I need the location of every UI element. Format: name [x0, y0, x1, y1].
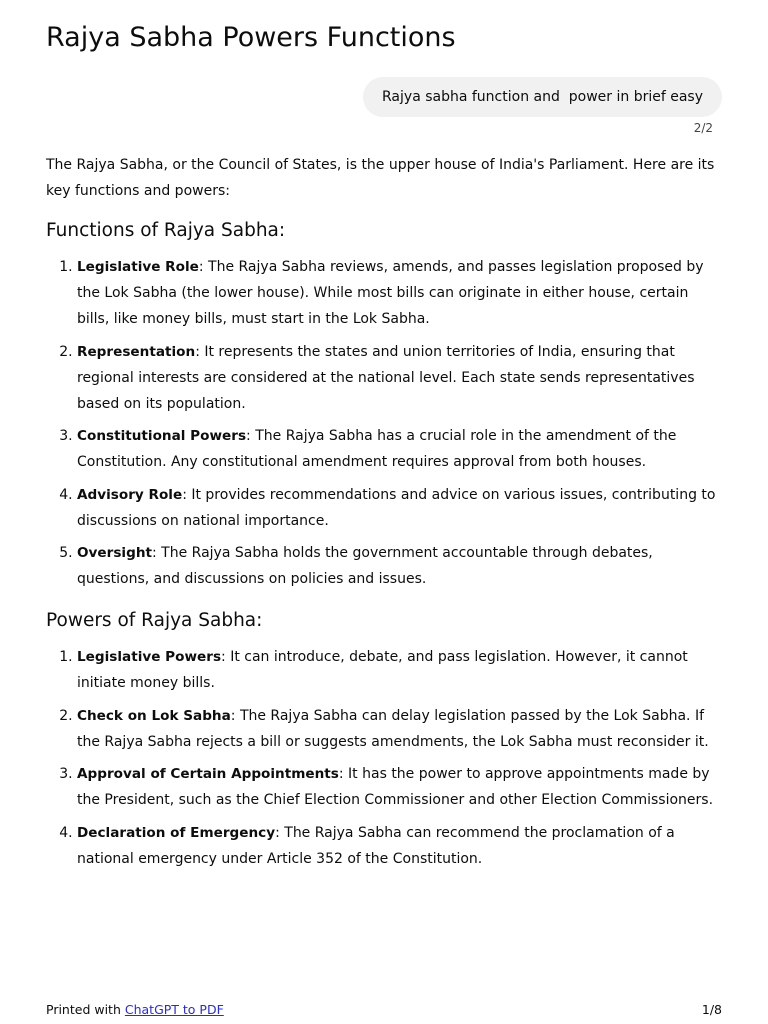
point-text: : The Rajya Sabha holds the government accountable through debates, questions, and discussions on policies and issues.: [77, 545, 653, 587]
list-item: [77, 254, 722, 332]
point-text: : The Rajya Sabha can recommend the proclamation of a national emergency under Article 352 of the Constitution.: [77, 824, 675, 867]
point-term: Check on Lok Sabha: [77, 707, 231, 724]
point-term: Approval of Certain Appointments: [77, 766, 339, 782]
point-term: Legislative Powers: [77, 649, 222, 665]
point-text: : It has the power to approve appointments made by the President, such as the Chief Election Commissioner and other Election Commissioners.: [77, 766, 714, 808]
point-text: : It provides recommendations and advice on various issues, contributing to discussions on national importance.: [77, 486, 716, 529]
footer-printed-with: [46, 1001, 224, 1019]
point-term: Oversight: [77, 545, 152, 561]
functions-list: [46, 254, 722, 592]
point-term: Declaration of Emergency: [77, 824, 276, 841]
point-term: Legislative Role: [77, 259, 199, 275]
list-item: [77, 644, 722, 696]
page-number: 1/8: [701, 1002, 722, 1017]
list-item: [77, 761, 722, 813]
powers-list: [46, 644, 722, 872]
page-title: Rajya Sabha Powers Functions: [46, 22, 456, 53]
section-heading-powers: Powers of Rajya Sabha:: [46, 610, 263, 631]
list-item: [77, 482, 722, 534]
list-item: [77, 703, 722, 755]
footer-printed-label: Printed with: [46, 1002, 125, 1017]
chatgpt-to-pdf-link[interactable]: ChatGPT to PDF: [124, 1002, 224, 1017]
point-text: : It represents the states and union territories of India, ensuring that regional interests are considered at the national level. Each state sends representatives based on its population.: [77, 343, 695, 412]
assistant-answer: [46, 152, 722, 886]
point-text: : The Rajya Sabha reviews, amends, and passes legislation proposed by the Lok Sabha (the lower house). While most bills can originate in either house, certain bills, like money bills, must start in the Lok Sabha.: [77, 259, 704, 327]
point-text: : The Rajya Sabha has a crucial role in the amendment of the Constitution. Any constitutional amendment requires approval from both houses.: [77, 428, 677, 470]
point-term: Constitutional Powers: [77, 428, 247, 444]
point-term: Representation: [77, 343, 196, 360]
point-term: Advisory Role: [77, 486, 183, 503]
list-item: [77, 423, 722, 475]
list-item: [77, 540, 722, 592]
point-text: : The Rajya Sabha can delay legislation passed by the Lok Sabha. If the Rajya Sabha rejects a bill or suggests amendments, the Lok Sabha must reconsider it.: [77, 707, 709, 750]
section-heading-functions: Functions of Rajya Sabha:: [46, 220, 286, 241]
point-text: : It can introduce, debate, and pass legislation. However, it cannot initiate money bills.: [77, 649, 688, 691]
answer-intro: The Rajya Sabha, or the Council of States, is the upper house of India's Parliament. Here are its key functions and powers:: [46, 157, 715, 199]
list-item: [77, 339, 722, 417]
user-message-bubble: Rajya sabha function and power in brief easy: [363, 77, 722, 117]
list-item: [77, 820, 722, 872]
response-version-counter[interactable]: 2/2: [693, 121, 713, 135]
